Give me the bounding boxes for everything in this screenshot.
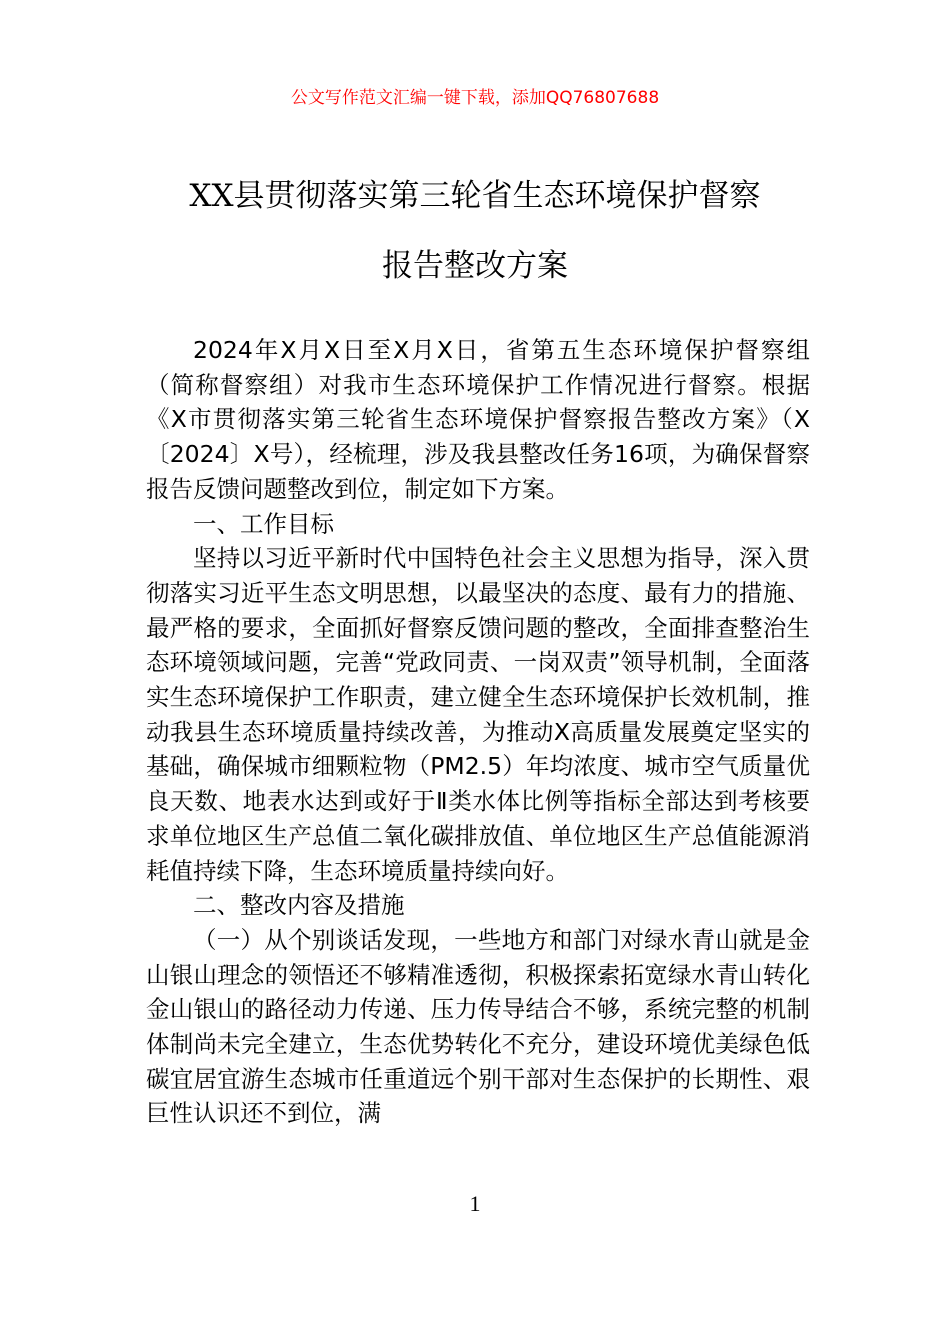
section-heading-goals: 一、工作目标	[193, 509, 334, 538]
section-heading-measures: 二、整改内容及措施	[193, 891, 405, 920]
intro-paragraph: 2024年X月X日至X月X日，省第五生态环境保护督察组（简称督察组）对我市生态环境保护工作情况进行督察。根据《X市贯彻落实第三轮省生态环境保护督察报告整改方案》（X〔2024〕X号），经梳理，涉及我县整改任务16项，为确保督察报告反馈问题整改到位，制定如下方案。	[146, 336, 810, 503]
page-number: 1	[469, 1191, 481, 1216]
watermark-banner: 公文写作范文汇编一键下载，添加QQ76807688	[290, 88, 660, 108]
document-body	[146, 333, 810, 1131]
goals-paragraph: 坚持以习近平新时代中国特色社会主义思想为指导，深入贯彻落实习近平生态文明思想，以最坚决的态度、最有力的措施、最严格的要求，全面抓好督察反馈问题的整改，全面排查整治生态环境领域问题，完善“党政同责、一岗双责”领导机制，全面落实生态环境保护工作职责，建立健全生态环境保护长效机制，推动我县生态环境质量持续改善，为推动X高质量发展奠定坚实的基础，确保城市细颗粒物（PM2.5）年均浓度、城市空气质量优良天数、地表水达到或好于Ⅱ类水体比例等指标全部达到考核要求单位地区生产总值二氧化碳排放值、单位地区生产总值能源消耗值持续下降，生态环境质量持续向好。	[146, 544, 810, 885]
measures-paragraph-1: （一）从个别谈话发现，一些地方和部门对绿水青山就是金山银山理念的领悟还不够精准透彻，积极探索拓宽绿水青山转化金山银山的路径动力传递、压力传导结合不够，系统完整的机制体制尚未完全建立，生态优势转化不充分，建设环境优美绿色低碳宜居宜游生态城市任重道远个别干部对生态保护的长期性、艰巨性认识还不到位，满	[146, 925, 810, 1128]
document-title-line-1: XX县贯彻落实第三轮省生态环境保护督察	[189, 178, 761, 214]
document-title-line-2: 报告整改方案	[382, 248, 568, 284]
